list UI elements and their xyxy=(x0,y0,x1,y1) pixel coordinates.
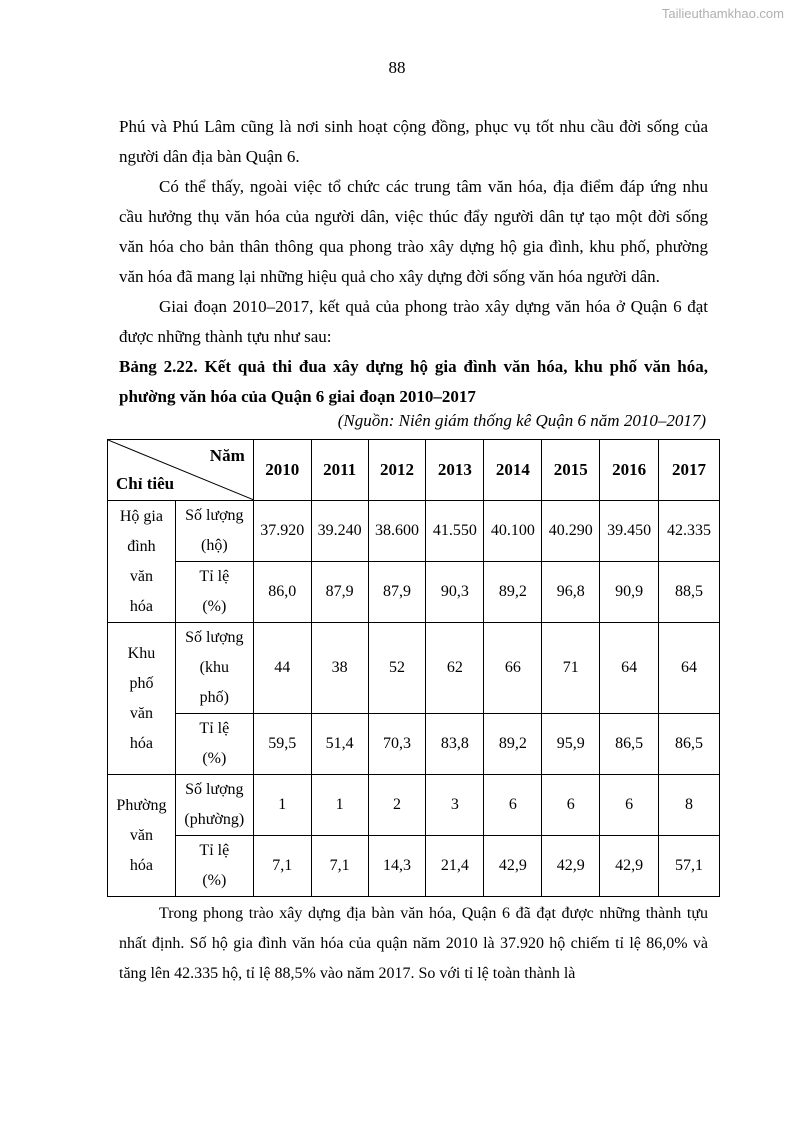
value-cell: 71 xyxy=(542,623,600,714)
table-row xyxy=(108,623,720,714)
corner-cell xyxy=(108,440,254,501)
value-cell: 66 xyxy=(484,623,542,714)
year-header: 2016 xyxy=(600,440,659,501)
group-name-line: văn xyxy=(129,826,153,844)
indicator-label-line: phố) xyxy=(199,689,229,706)
indicator-label-cell xyxy=(175,501,253,562)
value-cell: 86,5 xyxy=(659,714,720,775)
group-name-cell xyxy=(108,623,176,775)
year-header: 2015 xyxy=(542,440,600,501)
paragraph-1: Phú và Phú Lâm cũng là nơi sinh hoạt cộng đồng, phục vụ tốt nhu cầu đời sống của người dân địa bàn Quận 6. xyxy=(119,117,708,166)
value-cell: 90,3 xyxy=(426,562,484,623)
table-row xyxy=(108,836,720,897)
indicator-label-line: Tỉ lệ xyxy=(199,720,230,737)
group-name-line: Phường xyxy=(116,796,167,814)
indicator-label-cell xyxy=(175,714,253,775)
value-cell: 1 xyxy=(253,775,311,836)
value-cell: 88,5 xyxy=(659,562,720,623)
group-name-line: văn xyxy=(129,704,153,722)
year-header: 2012 xyxy=(368,440,426,501)
value-cell: 62 xyxy=(426,623,484,714)
year-header: 2014 xyxy=(484,440,542,501)
table-row xyxy=(108,562,720,623)
value-cell: 42,9 xyxy=(542,836,600,897)
table-row xyxy=(108,714,720,775)
year-header: 2017 xyxy=(659,440,720,501)
value-cell: 6 xyxy=(542,775,600,836)
value-cell: 44 xyxy=(253,623,311,714)
indicator-label-cell xyxy=(175,836,253,897)
value-cell: 57,1 xyxy=(659,836,720,897)
value-cell: 40.100 xyxy=(484,501,542,562)
year-header: 2010 xyxy=(253,440,311,501)
value-cell: 83,8 xyxy=(426,714,484,775)
value-cell: 2 xyxy=(368,775,426,836)
value-cell: 39.240 xyxy=(311,501,368,562)
paragraph-2: Có thể thấy, ngoài việc tổ chức các trung tâm văn hóa, địa điểm đáp ứng nhu cầu hưởng thụ văn hóa của người dân, việc thúc đẩy người dân tự tạo một đời sống văn hóa cho bản thân thông qua phong trào xây dựng hộ gia đình, khu phố, phường văn hóa đã mang lại những hiệu quả cho xây dựng đời sống văn hóa người dân. xyxy=(119,177,708,286)
indicator-label-line: Số lượng xyxy=(185,781,244,798)
value-cell: 41.550 xyxy=(426,501,484,562)
group-name-cell xyxy=(108,501,176,623)
value-cell: 70,3 xyxy=(368,714,426,775)
value-cell: 42,9 xyxy=(600,836,659,897)
table-row xyxy=(108,775,720,836)
group-name-line: Hộ gia xyxy=(119,507,163,525)
indicator-label-line: (hộ) xyxy=(200,537,228,554)
intro-text xyxy=(119,112,708,412)
value-cell: 38.600 xyxy=(368,501,426,562)
table-source: (Nguồn: Niên giám thống kê Quận 6 năm 2010–2017) xyxy=(337,411,706,430)
group-name-cell xyxy=(108,775,176,897)
corner-indicator-label: Chỉ tiêu xyxy=(116,474,175,493)
value-cell: 51,4 xyxy=(311,714,368,775)
indicator-label-cell xyxy=(175,775,253,836)
value-cell: 95,9 xyxy=(542,714,600,775)
value-cell: 64 xyxy=(600,623,659,714)
indicator-label-line: (%) xyxy=(202,750,227,767)
year-header: 2011 xyxy=(311,440,368,501)
value-cell: 39.450 xyxy=(600,501,659,562)
table-caption: Bảng 2.22. Kết quả thi đua xây dựng hộ gia đình văn hóa, khu phố văn hóa, phường văn hóa của Quận 6 giai đoạn 2010–2017 xyxy=(119,357,708,406)
paragraph-3: Giai đoạn 2010–2017, kết quả của phong trào xây dựng văn hóa ở Quận 6 đạt được những thành tựu như sau: xyxy=(119,297,708,346)
value-cell: 42.335 xyxy=(659,501,720,562)
value-cell: 86,0 xyxy=(253,562,311,623)
value-cell: 90,9 xyxy=(600,562,659,623)
indicator-label-line: Tỉ lệ xyxy=(199,842,230,859)
paragraph-4: Trong phong trào xây dựng địa bàn văn hóa, Quận 6 đã đạt được những thành tựu nhất định. Số hộ gia đình văn hóa của quận năm 2010 là 37.920 hộ chiếm tỉ lệ 86,0% và tăng lên 42.335 hộ, tỉ lệ 88,5% vào năm 2017. So với tỉ lệ toàn thành là xyxy=(119,905,708,982)
value-cell: 89,2 xyxy=(484,562,542,623)
group-name-line: hóa xyxy=(129,734,153,752)
value-cell: 86,5 xyxy=(600,714,659,775)
indicator-label-line: (%) xyxy=(202,598,227,615)
group-name-line: Khu xyxy=(127,644,156,662)
value-cell: 6 xyxy=(484,775,542,836)
value-cell: 87,9 xyxy=(311,562,368,623)
indicator-label-line: Số lượng xyxy=(185,629,244,646)
indicator-label-line: Số lượng xyxy=(185,507,244,524)
value-cell: 7,1 xyxy=(253,836,311,897)
value-cell: 37.920 xyxy=(253,501,311,562)
corner-year-label: Năm xyxy=(209,446,245,465)
value-cell: 21,4 xyxy=(426,836,484,897)
indicator-label-cell xyxy=(175,562,253,623)
value-cell: 8 xyxy=(659,775,720,836)
value-cell: 1 xyxy=(311,775,368,836)
indicator-label-line: (khu xyxy=(199,659,229,676)
value-cell: 40.290 xyxy=(542,501,600,562)
value-cell: 87,9 xyxy=(368,562,426,623)
indicator-label-line: (%) xyxy=(202,872,227,889)
value-cell: 6 xyxy=(600,775,659,836)
group-name-line: đình xyxy=(127,537,156,555)
value-cell: 14,3 xyxy=(368,836,426,897)
group-name-line: phố xyxy=(129,674,154,692)
indicator-label-cell xyxy=(175,623,253,714)
page-number: 88 xyxy=(388,58,406,77)
value-cell: 64 xyxy=(659,623,720,714)
value-cell: 38 xyxy=(311,623,368,714)
table-row xyxy=(108,501,720,562)
value-cell: 7,1 xyxy=(311,836,368,897)
value-cell: 42,9 xyxy=(484,836,542,897)
indicator-label-line: (phường) xyxy=(184,811,245,828)
closing-text xyxy=(119,899,708,989)
group-name-line: văn xyxy=(129,567,153,585)
value-cell: 59,5 xyxy=(253,714,311,775)
indicator-label-line: Tỉ lệ xyxy=(199,568,230,585)
value-cell: 3 xyxy=(426,775,484,836)
watermark: Tailieuthamkhao.com xyxy=(661,6,784,21)
value-cell: 96,8 xyxy=(542,562,600,623)
group-name-line: hóa xyxy=(129,597,153,615)
group-name-line: hóa xyxy=(129,856,153,874)
table-header-row xyxy=(108,440,720,501)
value-cell: 89,2 xyxy=(484,714,542,775)
results-table xyxy=(107,439,720,897)
year-header: 2013 xyxy=(426,440,484,501)
value-cell: 52 xyxy=(368,623,426,714)
